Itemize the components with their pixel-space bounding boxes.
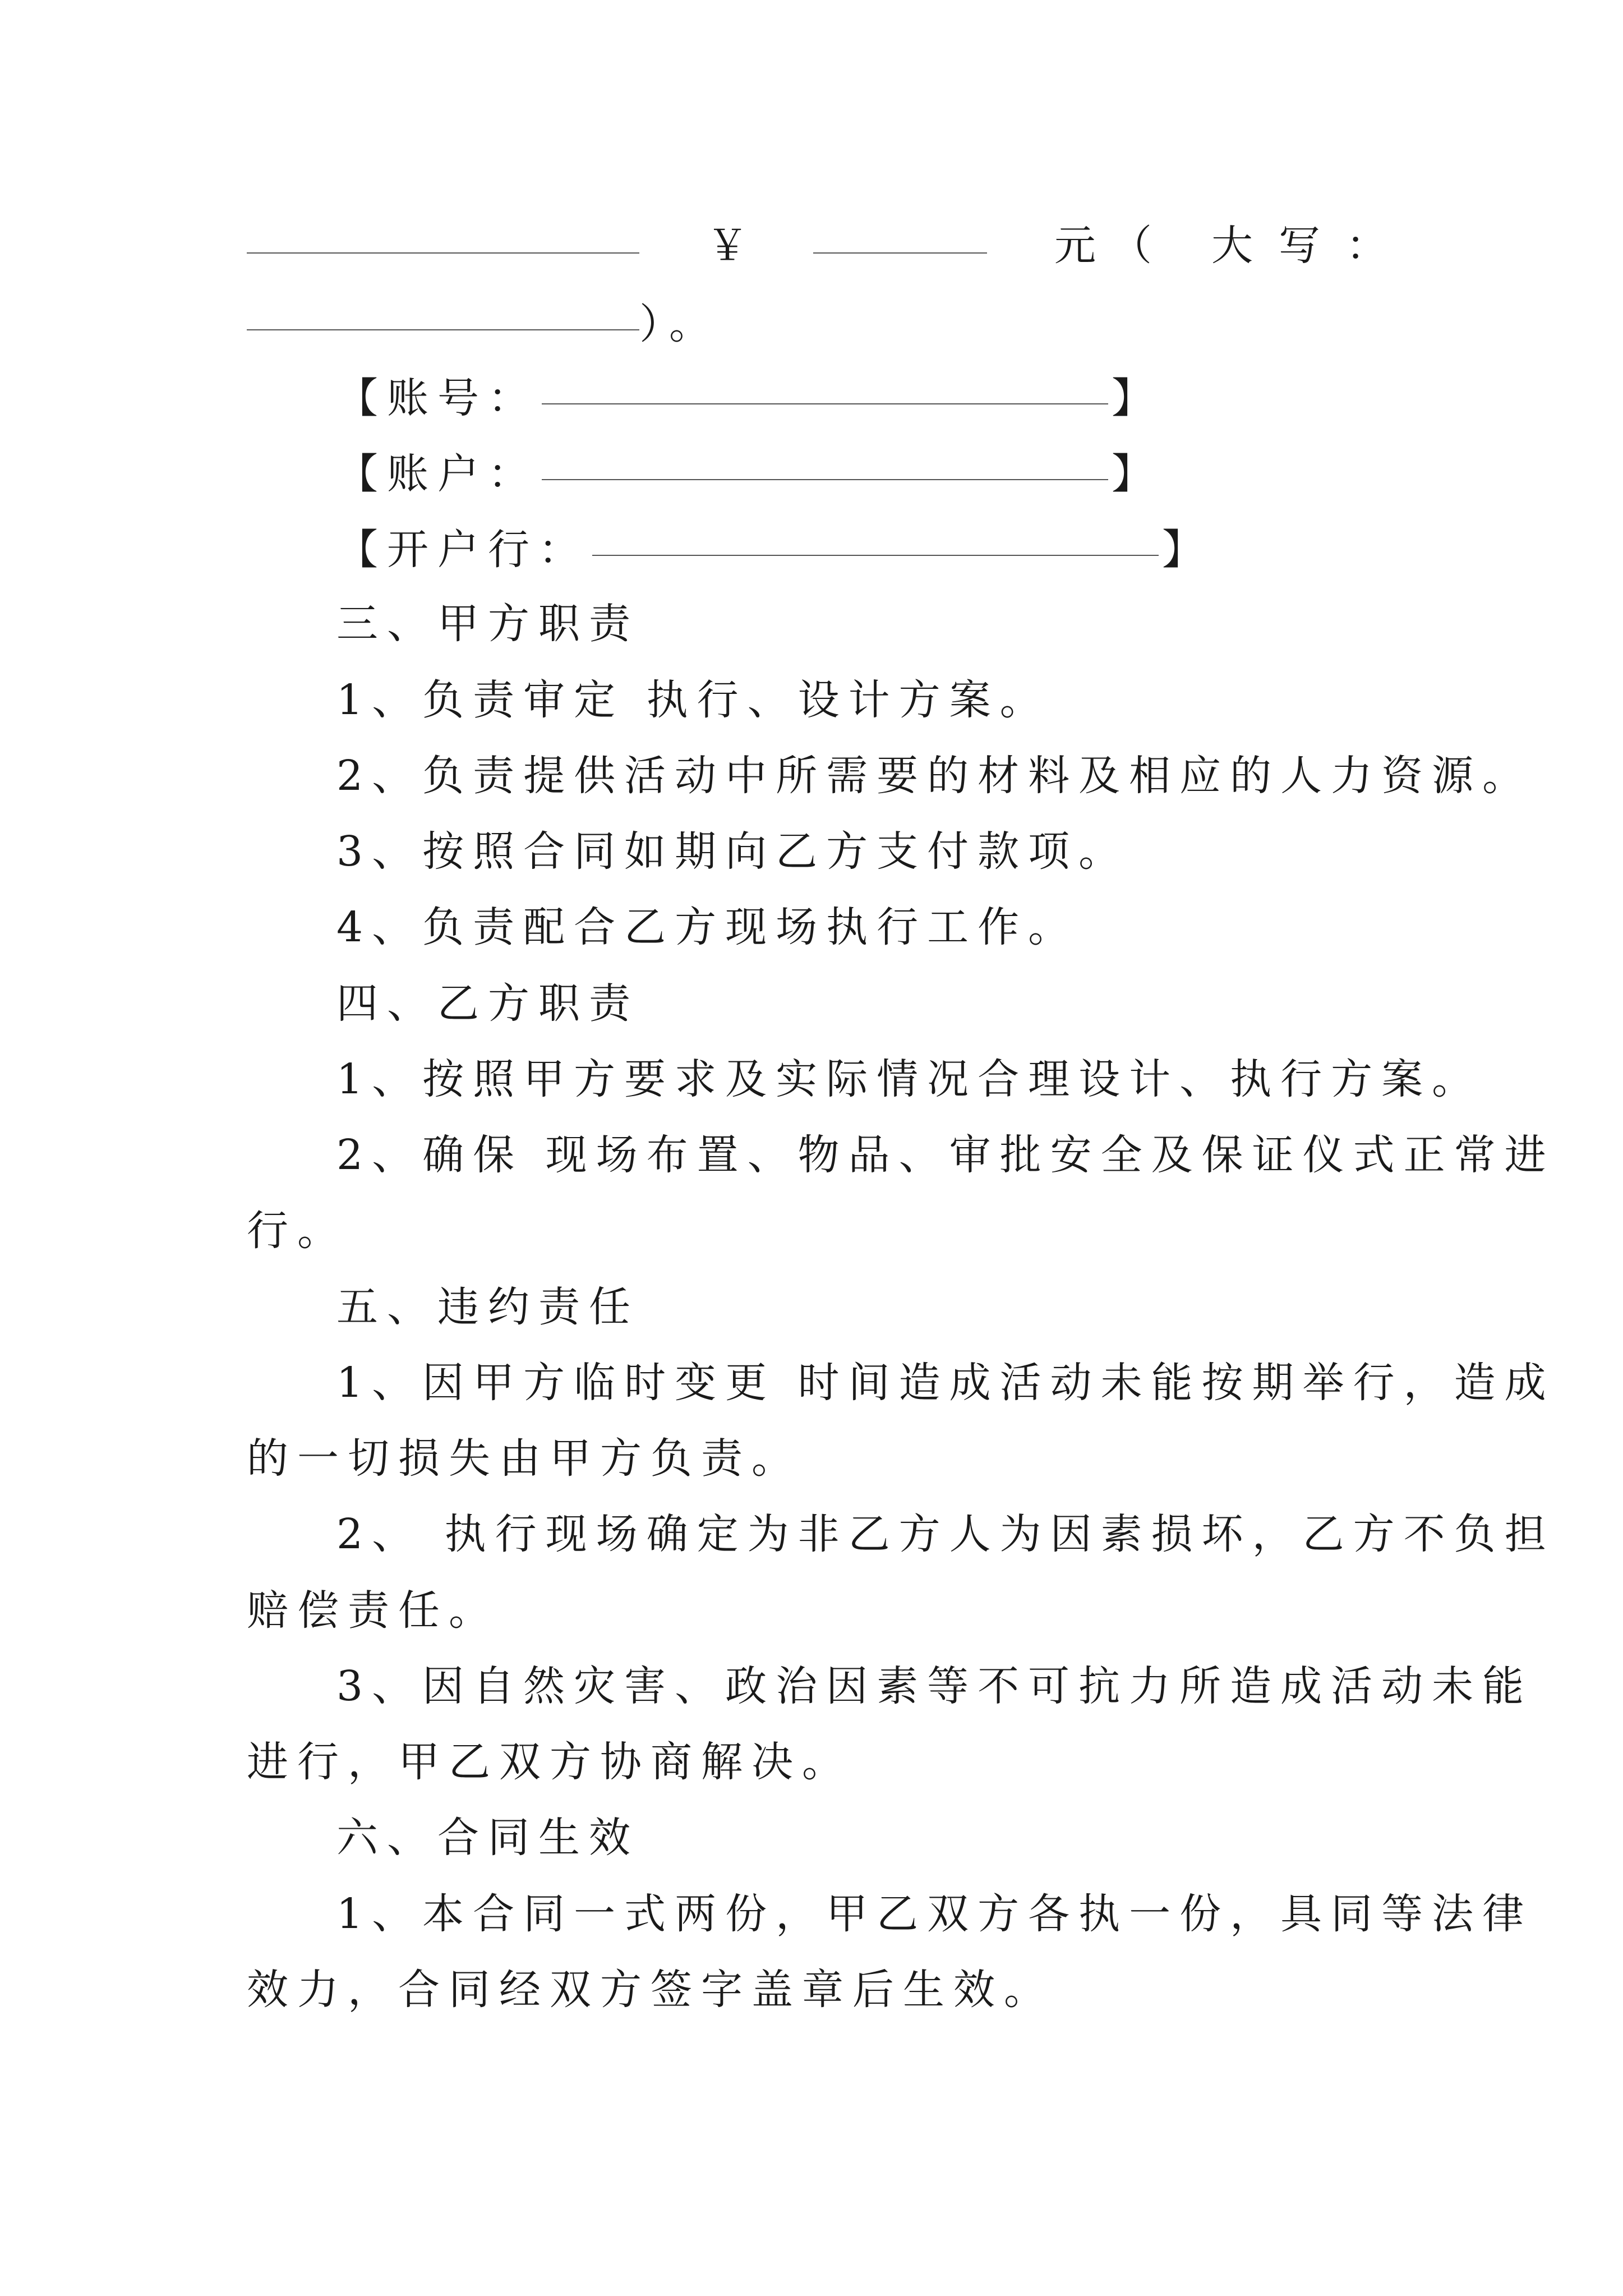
account-name-blank (542, 439, 1108, 480)
xie-text: 写 (1279, 222, 1329, 270)
account-name-field (336, 439, 1391, 506)
section-5-item-3-line-1: 3、因自然灾害、政治因素等不可抗力所造成活动未能 (336, 1662, 1533, 1710)
colon-text: ： (1346, 222, 1396, 270)
account-number-field (336, 363, 1391, 430)
account-number-label: 账号： (387, 374, 538, 422)
bracket-open: 【 (336, 526, 387, 574)
section-3-item-2: 2、负责提供活动中所需要的材料及相应的人力资源。 (336, 752, 1533, 800)
section-3-title: 三、甲方职责 (336, 600, 639, 648)
section-5-item-1-line-1: 1、因甲方临时变更 时间造成活动未能按期举行，造成 (336, 1359, 1555, 1407)
amount-blank-number (813, 212, 987, 254)
bank-name-label: 开户行： (387, 526, 589, 574)
section-4-item-1: 1、按照甲方要求及实际情况合理设计、执行方案。 (336, 1055, 1483, 1103)
amount-blank-left (247, 212, 639, 254)
section-5-item-2-line-1: 2、 执行现场确定为非乙方人为因素损坏，乙方不负担 (336, 1510, 1555, 1558)
section-4-item-2-line-2: 行。 (247, 1207, 348, 1255)
section-4-item-2-line-1: 2、确保 现场布置、物品、审批安全及保证仪式正常进 (336, 1131, 1555, 1179)
section-6-item-1-line-2: 效力，合同经双方签字盖章后生效。 (247, 1966, 1054, 2014)
bracket-close: 】 (1112, 450, 1162, 498)
account-number-blank (542, 363, 1108, 404)
bracket-open: 【 (336, 450, 387, 498)
section-3-item-3: 3、按照合同如期向乙方支付款项。 (336, 827, 1129, 876)
currency-symbol: ￥ (707, 222, 757, 270)
section-5-title: 五、违约责任 (336, 1283, 639, 1331)
section-3-item-1: 1、负责审定 执行、设计方案。 (336, 676, 1050, 724)
bracket-close: 】 (1112, 374, 1162, 422)
section-5-item-1-line-2: 的一切损失由甲方负责。 (247, 1434, 802, 1483)
bracket-close: 】 (1162, 526, 1212, 574)
section-6-title: 六、合同生效 (336, 1814, 639, 1862)
amount-blank-capital (247, 289, 639, 330)
section-3-item-4: 4、负责配合乙方现场执行工作。 (336, 903, 1079, 951)
bank-name-field (336, 514, 1391, 582)
yuan-text: 元 (1054, 222, 1105, 270)
section-4-title: 四、乙方职责 (336, 979, 639, 1028)
section-5-item-2-line-2: 赔偿责任。 (247, 1586, 499, 1635)
da-text: 大 (1211, 222, 1262, 270)
bank-name-blank (592, 514, 1159, 556)
section-6-item-1-line-1: 1、本合同一式两份，甲乙双方各执一份，具同等法律 (336, 1890, 1533, 1938)
account-name-label: 账户： (387, 450, 538, 498)
paren-open: （ (1110, 222, 1161, 270)
amount-line-2 (247, 289, 1391, 356)
amount-close: ）。 (639, 300, 720, 348)
bracket-open: 【 (336, 374, 387, 422)
section-5-item-3-line-2: 进行，甲乙双方协商解决。 (247, 1738, 852, 1786)
amount-line (247, 212, 1396, 279)
